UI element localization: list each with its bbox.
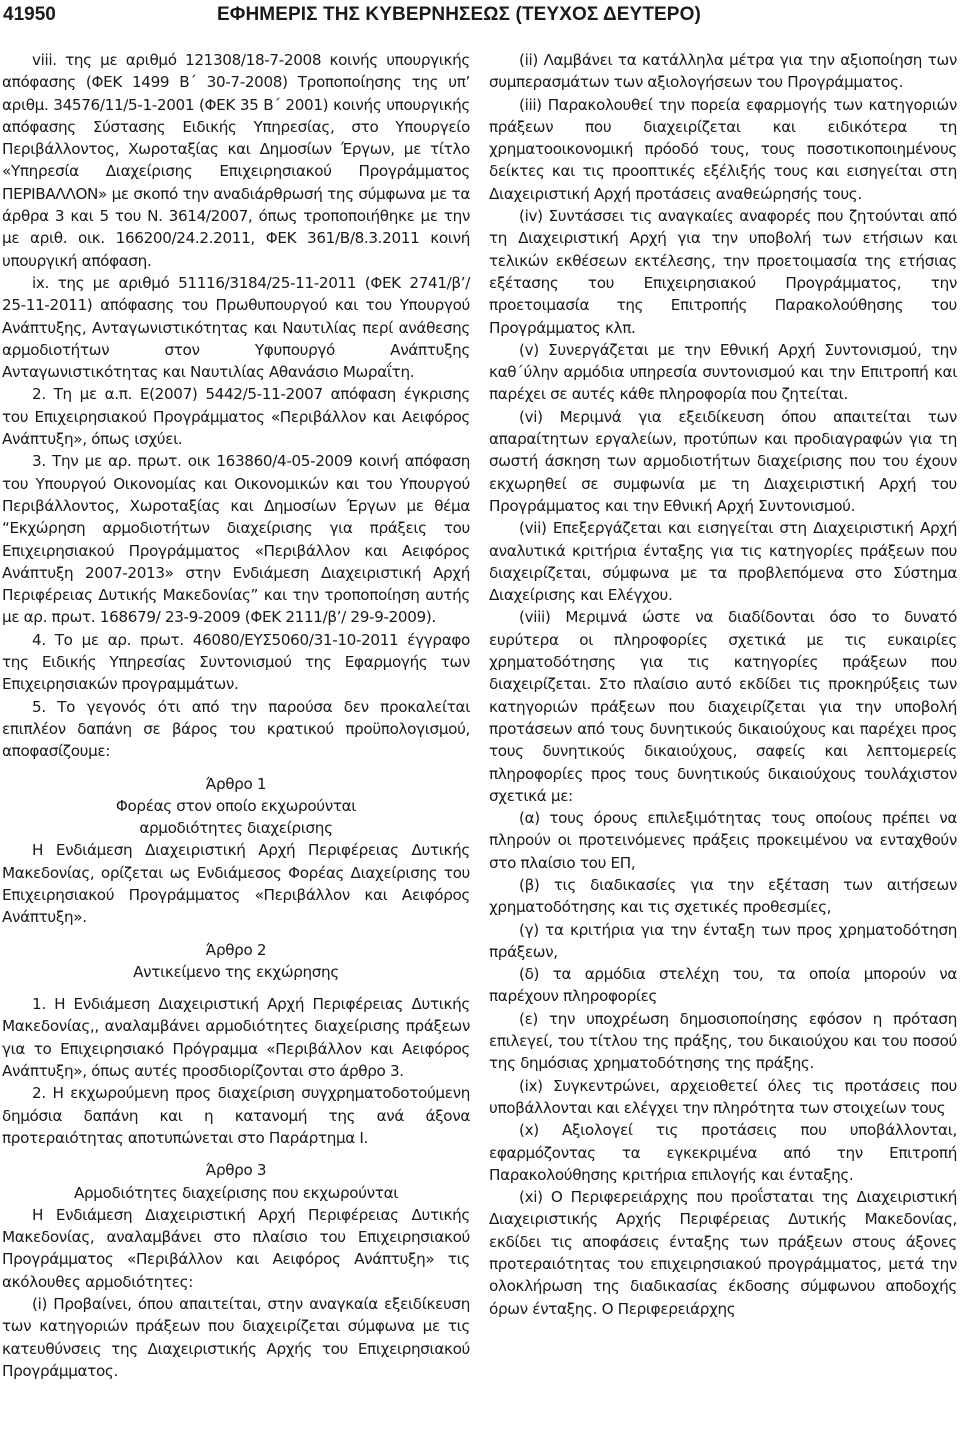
paragraph: (ii) Λαμβάνει τα κατάλληλα μέτρα για την αξιοποίηση των συμπερασμάτων των αξιολογήσεων του Προγράμματος. bbox=[489, 51, 957, 92]
paragraph: viii. της με αριθμό 121308/18-7-2008 κοινής υπουργικής απόφασης (ΦΕΚ 1499 Β΄ 30-7-2008) Τροποποίησης της υπ’ αριθμ. 34576/11/5-1-2001 (ΦΕΚ 35 Β΄ 2001) κοινής υπουργικής απόφασης Σύστασης Ειδικής Υπηρεσίας, στο Υπουργείο Περιβάλλοντος, Χωροταξίας και Δημοσίων Έργων, με τίτλο «Υπηρεσία Διαχείρισης Επιχειρησιακού Προγράμματος ΠΕΡΙΒΑΛΛΟΝ» με σκοπό την αναδιάρθρωσή της σύμφωνα με τα άρθρα 3 και 5 του Ν. 3614/2007, όπως τροποποιήθηκε με την με αριθ. οικ. 166200/24.2.2011, ΦΕΚ 361/Β/8.3.2011 κοινή υπουργική απόφαση. bbox=[2, 51, 470, 270]
paragraph: (i) Προβαίνει, όπου απαιτείται, στην αναγκαία εξειδίκευση των κατηγοριών πράξεων που διαχειρίζεται σύμφωνα με τις κατευθύνσεις της Διαχειριστικής Αρχής του Επιχειρησιακού Προγράμματος. bbox=[2, 1295, 470, 1380]
paragraph: Η Ενδιάμεση Διαχειριστική Αρχή Περιφέρειας Δυτικής Μακεδονίας, αναλαμβάνει στο πλαίσιο του Επιχειρησιακού Προγράμματος «Περιβάλλον και Αειφόρος Ανάπτυξη» τις ακόλουθες αρμοδιότητες: bbox=[2, 1205, 470, 1291]
paragraph: 3. Την με αρ. πρωτ. οικ 163860/4-05-2009 κοινή απόφαση του Υπουργού Οικονομίας και Οικονομικών και του Υπουργού Περιβάλλοντος, Χωροταξίας και Δημοσίων Έργων με θέμα “Εκχώρηση αρμοδιοτήτων διαχείρισης για πράξεις του Επιχειρησιακού Προγράμματος «Περιβάλλον και Αειφόρος Ανάπτυξη 2007-2013» στην Ενδιάμεση Διαχειριστική Αρχή Περιφέρειας Δυτικής Μακεδονίας” και την τροποποίηση αυτής με αρ. πρωτ. 168679/ 23-9-2009 (ΦΕΚ 2111/β’/ 29-9-2009). bbox=[2, 452, 470, 627]
paragraph: (iii) Παρακολουθεί την πορεία εφαρμογής των κατηγοριών πράξεων που διαχειρίζεται και ειδικότερα τη χρηματοοικονομική πρόοδό τους, τους ποσοτικοποιημένους δείκτες και τις προοπτικές εξέλιξής τους και εισηγείται στη Διαχειριστική Αρχή προτάσεις αναθεώρησής τους. bbox=[489, 95, 957, 203]
paragraph: (ix) Συγκεντρώνει, αρχειοθετεί όλες τις προτάσεις που υποβάλλονται και ελέγχει την πληρότητα των στοιχείων τους bbox=[489, 1076, 957, 1117]
running-title: ΕΦΗΜΕΡΙΣ ΤΗΣ ΚΥΒΕΡΝΗΣΕΩΣ (ΤΕΥΧΟΣ ΔΕΥΤΕΡΟ) bbox=[217, 4, 701, 25]
paragraph: 2. Η εκχωρούμενη προς διαχείριση συγχρηματοδοτούμενη δημόσια δαπάνη και η κατανομή της ανά άξονα προτεραιότητας αποτυπώνεται στο Παράρτημα Ι. bbox=[2, 1084, 470, 1147]
article-heading: Άρθρο 1 bbox=[205, 774, 267, 793]
paragraph: 4. Το με αρ. πρωτ. 46080/ΕΥΣ5060/31-10-2011 έγγραφο της Ειδικής Υπηρεσίας Συντονισμού της Εφαρμογής των Επιχειρησιακών προγραμμάτων. bbox=[2, 630, 470, 694]
article-heading: Άρθρο 2 bbox=[205, 940, 267, 959]
paragraph: (vi) Μεριμνά για εξειδίκευση όπου απαιτείται των απαραίτητων εργαλείων, προτύπων και προδιαγραφών για τη σωστή άσκηση των αρμοδιοτήτων διαχείρισης που του έχουν εκχωρηθεί σε συμφωνία με τη Διαχειριστική Αρχή του Προγράμματος και την Εθνική Αρχή Συντονισμού. bbox=[489, 407, 957, 515]
paragraph: (iv) Συντάσσει τις αναγκαίες αναφορές που ζητούνται από τη Διαχειριστική Αρχή για την υποβολή των ετήσιων και τελικών εκθέσεων εκτέλεσης, την προετοιμασία της ετήσιας εξέτασης του Επιχειρησιακού Προγράμματος, την προετοιμασία της Επιτροπής Παρακολούθησης του Προγράμματος κλπ. bbox=[489, 207, 957, 337]
article-heading: Αρμοδιότητες διαχείρισης που εκχωρούνται bbox=[73, 1183, 399, 1202]
page-header bbox=[0, 0, 960, 40]
article-heading: Φορέας στον οποίο εκχωρούνται bbox=[115, 796, 357, 815]
article-heading: Άρθρο 3 bbox=[205, 1161, 267, 1180]
page-number: 41950 bbox=[3, 4, 56, 25]
paragraph: (ε) την υποχρέωση δημοσιοποίησης εφόσον η πρόταση επιλεγεί, του τίτλου της πράξης, του δικαιούχου και του ποσού της δημόσιας χρηματοδότησης της πράξης. bbox=[489, 1009, 957, 1073]
paragraph: Η Ενδιάμεση Διαχειριστική Αρχή Περιφέρειας Δυτικής Μακεδονίας, ορίζεται ως Ενδιάμεσος Φορέας Διαχείρισης του Επιχειρησιακού Προγράμματος «Περιβάλλον και Αειφόρος Ανάπτυξη». bbox=[2, 841, 470, 927]
paragraph: ix. της με αριθμό 51116/3184/25-11-2011 (ΦΕΚ 2741/β’/ 25-11-2011) απόφασης του Πρωθυπουργού και του Υπουργού Ανάπτυξης, Ανταγωνιστικότητας και Ναυτιλίας περί ανάθεσης αρμοδιοτήτων στον Υφυπουργό Ανάπτυξης Ανταγωνιστικότητας και Ναυτιλίας Αθανάσιο Μωραΐτη. bbox=[2, 273, 470, 382]
paragraph: (δ) τα αρμόδια στελέχη του, τα οποία μπορούν να παρέχουν πληροφορίες bbox=[489, 965, 957, 1006]
left-column bbox=[2, 49, 470, 1382]
paragraph: (β) τις διαδικασίες για την εξέταση των αιτήσεων χρηματοδότησης και τις σχετικές προθεσμίες, bbox=[489, 875, 957, 917]
paragraph: 1. Η Ενδιάμεση Διαχειριστική Αρχή Περιφέρειας Δυτικής Μακεδονίας,, αναλαμβάνει αρμοδιότητες διαχείρισης πράξεων για το Επιχειρησιακό Πρόγραμμα «Περιβάλλον και Αειφόρος Ανάπτυξη», όπως αυτές προσδιορίζονται στο άρθρο 3. bbox=[2, 995, 470, 1081]
paragraph: (α) τους όρους επιλεξιμότητας τους οποίους πρέπει να πληρούν οι προτεινόμενες πράξεις προκειμένου να ενταχθούν στο πλαίσιο του ΕΠ, bbox=[489, 809, 957, 872]
paragraph: (x) Αξιολογεί τις προτάσεις που υποβάλλονται, εφαρμόζοντας τα εγκεκριμένα από την Επιτροπή Παρακολούθησης κριτήρια επιλογής και ένταξης. bbox=[489, 1121, 957, 1184]
paragraph: 5. Το γεγονός ότι από την παρούσα δεν προκαλείται επιπλέον δαπάνη σε βάρος του κρατικού προϋπολογισμού, αποφασίζουμε: bbox=[2, 697, 470, 761]
article-heading: αρμοδιότητες διαχείρισης bbox=[139, 819, 333, 838]
paragraph: (v) Συνεργάζεται με την Εθνική Αρχή Συντονισμού, την καθ΄ύλην αρμόδια υπηρεσία συντονισμού και την Επιτροπή και παρέχει σε αυτές κάθε πληροφορία που ζητείται. bbox=[489, 340, 957, 404]
article-heading: Αντικείμενο της εκχώρησης bbox=[133, 962, 339, 981]
paragraph: 2. Τη με α.π. Ε(2007) 5442/5-11-2007 απόφαση έγκρισης του Επιχειρησιακού Προγράμματος «Περιβάλλον και Αειφόρος Ανάπτυξη», όπως ισχύει. bbox=[2, 385, 470, 449]
paragraph: (viii) Μεριμνά ώστε να διαδίδονται όσο το δυνατό ευρύτερα οι πληροφορίες σχετικά με τις ευκαιρίες χρηματοδότησης για τις κατηγορίες πράξεων που διαχειρίζεται. Στο πλαίσιο αυτό εκδίδει τις προκηρύξεις των κατηγοριών πράξεων που διαχειρίζεται για την υποβολή προτάσεων από τους δυνητικούς δικαιούχους και παρέχει προς τους δυνητικούς δικαιούχους, σαφείς και λεπτομερείς πληροφορίες προς τους δυνητικούς δικαιούχους τουλάχιστον σχετικά με: bbox=[489, 608, 957, 805]
paragraph: (vii) Επεξεργάζεται και εισηγείται στη Διαχειριστική Αρχή αναλυτικά κριτήρια ένταξης για τις κατηγορίες πράξεων που διαχειρίζεται, σύμφωνα με τα προβλεπόμενα στο Σύστημα Διαχείρισης και Ελέγχου. bbox=[489, 519, 957, 605]
paragraph: (xi) Ο Περιφερειάρχης που προΐσταται της Διαχειριστική Διαχειριστικής Αρχής Περιφέρειας Δυτικής Μακεδονίας, εκδίδει τις αποφάσεις ένταξης των πράξεων στους άξονες προτεραιότητας του επιχειρησιακού προγράμματος, μετά την ολοκλήρωση της διαδικασίας έκδοσης σύμφωνου αποδοχής όρων ένταξης. Ο Περιφερειάρχης bbox=[489, 1188, 957, 1318]
paragraph: (γ) τα κριτήρια για την ένταξη των προς χρηματοδότηση πράξεων, bbox=[489, 920, 957, 961]
right-column bbox=[489, 49, 957, 1320]
